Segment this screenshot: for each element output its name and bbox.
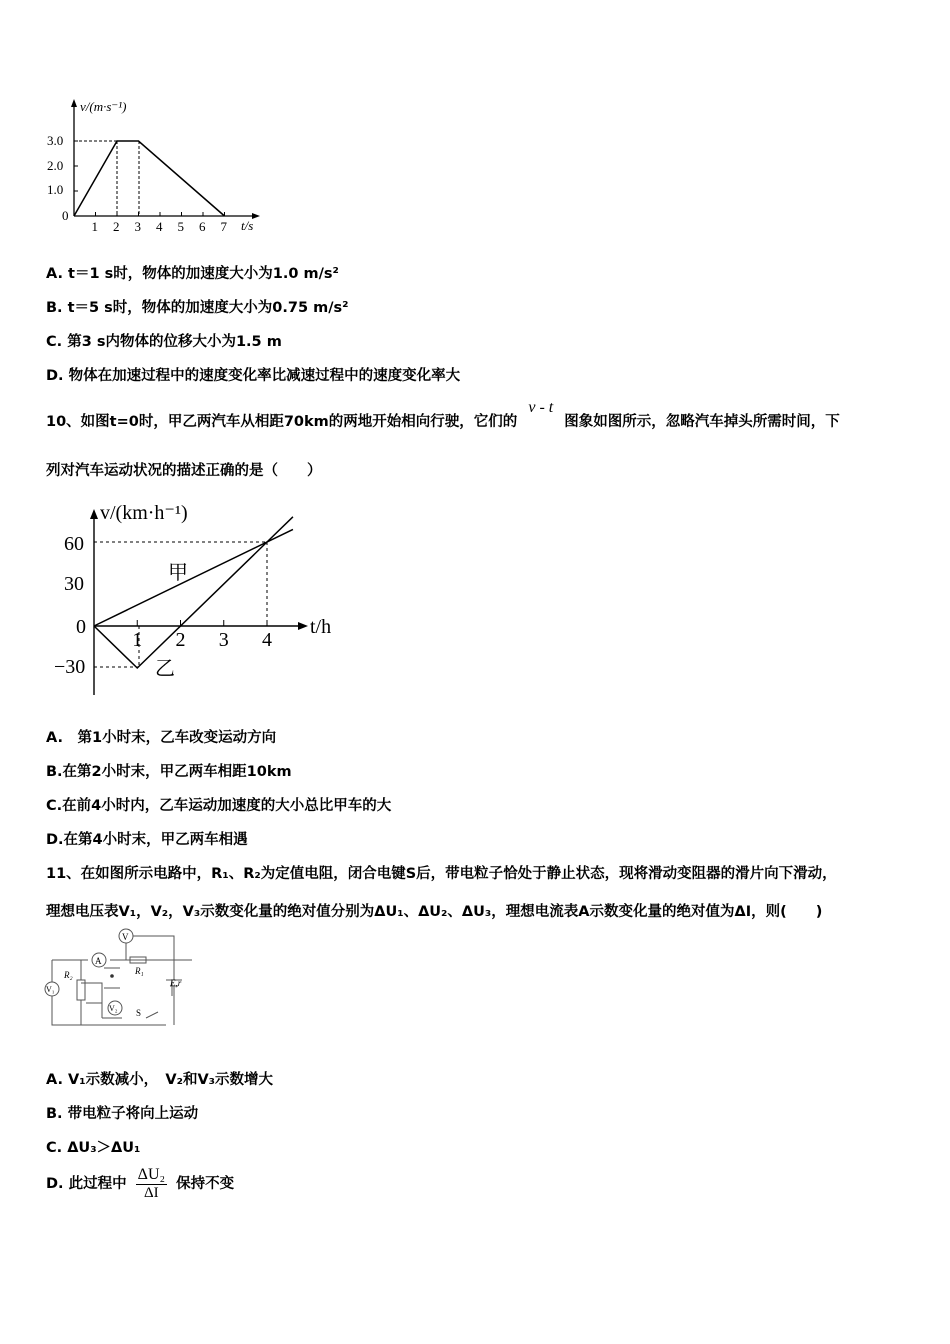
chart2-ytick: 30 xyxy=(64,573,84,595)
q9-option-a: A. t＝1 s时，物体的加速度大小为1.0 m/s² xyxy=(46,266,339,282)
chart2-label-jia: 甲 xyxy=(168,562,188,584)
q11-option-d-post: 保持不变 xyxy=(176,1176,235,1192)
q10-option-a: A. 第1小时末，乙车改变运动方向 xyxy=(46,730,277,746)
vt-chart-1 xyxy=(40,95,280,240)
q10-stem-part1: 10、如图t=0时，甲乙两汽车从相距70km的两地开始相向行驶，它们的 xyxy=(46,414,518,430)
chart2-ytick: 0 xyxy=(76,616,86,638)
q10-stem-line1 xyxy=(46,399,840,431)
chart2-ylabel: v/(km·h⁻¹) xyxy=(100,502,188,524)
q11-option-a: A. V₁示数减小， V₂和V₃示数增大 xyxy=(46,1072,274,1088)
chart1-xtick-label: 6 xyxy=(199,219,206,234)
chart1-series-line xyxy=(74,141,225,216)
chart2-xtick-label: 1 xyxy=(132,629,143,651)
q10-stem-line2: 列对汽车运动状况的描述正确的是（ ） xyxy=(46,463,322,479)
chart2-xtick-label: 4 xyxy=(262,629,272,651)
q10-option-c: C.在前4小时内，乙车运动加速度的大小总比甲车的大 xyxy=(46,798,392,814)
chart1-xtick-label: 2 xyxy=(113,219,120,234)
chart2-label-yi: 乙 xyxy=(155,658,175,680)
q11-option-b: B. 带电粒子将向上运动 xyxy=(46,1106,199,1122)
chart1-ytick: 3.0 xyxy=(47,133,64,148)
chart1-xtick-label: 4 xyxy=(156,219,163,234)
vt-chart-2 xyxy=(48,495,348,705)
fraction-denominator: ΔI xyxy=(144,1185,159,1201)
q9-option-c: C. 第3 s内物体的位移大小为1.5 m xyxy=(46,334,282,350)
chart1-xtick-label: 5 xyxy=(177,219,184,234)
chart1-ytick: 1.0 xyxy=(47,182,64,197)
q11-stem-line2: 理想电压表V₁，V₂，V₃示数变化量的绝对值分别为ΔU₁、ΔU₂、ΔU₃，理想电流表A示数变化量的绝对值为ΔI，则( ) xyxy=(46,904,823,920)
circuit-label-r1: R₁ xyxy=(135,966,144,976)
circuit-label-v1: V₁ xyxy=(46,985,55,994)
fraction-numerator: ΔU₂ xyxy=(137,1166,166,1183)
chart1-xtick-label: 3 xyxy=(134,219,141,234)
q11-option-d-pre: D. 此过程中 xyxy=(46,1176,127,1192)
circuit-label-v2: V₂ xyxy=(109,1004,118,1013)
circuit-label-er: E,r xyxy=(170,978,182,988)
circuit-label-a: A xyxy=(95,956,102,966)
circuit-label-s: S xyxy=(136,1008,142,1018)
chart1-ytick: 0 xyxy=(62,208,69,223)
q11-option-d xyxy=(46,1166,234,1202)
chart2-ytick: 60 xyxy=(64,533,84,555)
circuit-label-r2: R₂ xyxy=(64,970,73,980)
circuit-label-v: V xyxy=(122,932,129,942)
q11-stem-line1: 11、在如图所示电路中，R₁、R₂为定值电阻，闭合电键S后，带电粒子恰处于静止状态，现将滑动变阻器的滑片向下滑动， xyxy=(46,866,837,882)
q10-stem-part2: 图象如图所示，忽略汽车掉头所需时间，下 xyxy=(564,414,840,430)
chart2-xlabel: t/h xyxy=(310,616,332,638)
q10-option-d: D.在第4小时末，甲乙两车相遇 xyxy=(46,832,248,848)
chart2-ytick: −30 xyxy=(54,656,86,678)
q10-option-b: B.在第2小时末，甲乙两车相距10km xyxy=(46,764,292,780)
q11-option-c: C. ΔU₃＞ΔU₁ xyxy=(46,1140,141,1156)
chart1-ylabel: v/(m·s⁻¹) xyxy=(80,99,127,114)
chart1-xtick-label: 1 xyxy=(91,219,98,234)
chart1-ytick: 2.0 xyxy=(47,158,64,173)
q11-option-d-fraction xyxy=(136,1166,167,1202)
circuit-diagram xyxy=(42,928,192,1030)
chart2-series-jia xyxy=(94,529,293,626)
q9-option-b: B. t＝5 s时，物体的加速度大小为0.75 m/s² xyxy=(46,300,349,316)
chart2-xtick-label: 2 xyxy=(175,629,186,651)
chart2-xtick-label: 3 xyxy=(218,629,229,651)
chart1-xlabel: t/s xyxy=(241,218,254,233)
q9-option-d: D. 物体在加速过程中的速度变化率比减速过程中的速度变化率大 xyxy=(46,368,461,384)
chart1-xtick-label: 7 xyxy=(220,219,227,234)
q10-stem-vt: v - t xyxy=(528,399,554,416)
